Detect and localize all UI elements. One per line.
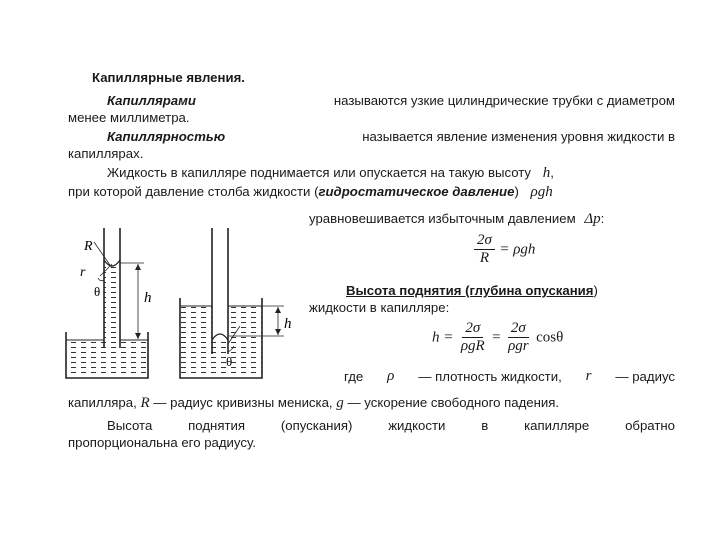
- right-liquid: [228, 306, 262, 376]
- where-line1: [344, 368, 675, 385]
- symbol-rho-g-h: ρgh: [530, 184, 553, 200]
- label-R: R: [84, 239, 93, 254]
- paragraph-rise-line3: [309, 210, 604, 228]
- arrow-head: [275, 307, 281, 313]
- symbol-g: g: [336, 395, 344, 411]
- fraction: [458, 320, 488, 355]
- symbol-rho: ρ: [387, 368, 395, 384]
- fraction-denominator: ρgR: [460, 338, 485, 354]
- radius-R-line: [94, 242, 112, 268]
- formula-jurin: [432, 320, 563, 355]
- left-liquid: [66, 340, 148, 376]
- paragraph-text: при которой давление столба жидкости (: [68, 184, 319, 199]
- arrow-head: [135, 333, 141, 339]
- conclusion-line2: пропорциональна его радиусу.: [68, 435, 256, 450]
- arrow-head: [135, 264, 141, 270]
- label-r: r: [80, 265, 86, 280]
- paragraph-capillarity-line2: капиллярах.: [68, 146, 144, 161]
- paragraph-text: капилляра,: [68, 395, 137, 410]
- height-heading: [346, 282, 675, 299]
- formula-cos-theta: cosθ: [536, 329, 564, 346]
- paragraph-capillarity-line1: [107, 128, 675, 145]
- right-liquid: [180, 306, 212, 376]
- word: в: [481, 418, 489, 433]
- paragraph-rise-line2: [68, 183, 675, 201]
- paragraph-capillaries-line1: [107, 92, 675, 109]
- paragraph-text: Жидкость в капилляре поднимается или опускается на такую высоту: [107, 165, 532, 180]
- term-hydrostatic-pressure: гидростатическое давление: [318, 184, 515, 199]
- word: (опускания): [280, 418, 353, 433]
- paragraph-capillaries-line2: менее миллиметра.: [68, 110, 190, 125]
- label-theta: θ: [94, 284, 101, 299]
- punctuation: :: [600, 211, 605, 226]
- punctuation: ,: [550, 165, 554, 180]
- conclusion-line1: [107, 417, 675, 434]
- label-h: h: [284, 316, 292, 332]
- paragraph-text: называется явление изменения уровня жидкости в: [362, 129, 675, 144]
- left-beaker: [66, 228, 152, 378]
- angle-arc: [98, 278, 104, 281]
- label-theta: θ: [226, 354, 233, 369]
- paragraph-text: — плотность жидкости,: [418, 369, 562, 384]
- symbol-delta-p: Δp: [584, 211, 601, 227]
- left-capillary-column: [104, 265, 120, 343]
- symbol-R: R: [140, 395, 150, 411]
- word: поднятия: [188, 418, 246, 433]
- formula-lhs: h =: [432, 329, 454, 346]
- word: Высота: [107, 418, 153, 433]
- fraction-numerator: 2σ: [462, 320, 483, 338]
- label-h: h: [144, 290, 152, 306]
- paragraph-text: называются узкие цилиндрические трубки с диаметром: [333, 93, 675, 108]
- punctuation: ): [593, 283, 598, 298]
- paragraph-text: ): [514, 184, 519, 199]
- paragraph-text: — ускорение свободного падения.: [347, 395, 560, 410]
- formula-equals: =: [492, 329, 501, 346]
- symbol-h: h: [542, 165, 551, 181]
- fraction-denominator: ρgr: [508, 338, 529, 354]
- paragraph-rise-line1: [107, 164, 675, 182]
- fraction: [505, 320, 532, 355]
- paragraph-text: где: [344, 369, 364, 384]
- term-capillaries: Капиллярами: [107, 93, 196, 108]
- symbol-r: r: [585, 368, 592, 384]
- right-beaker: [180, 228, 292, 378]
- term-capillarity: Капиллярностью: [107, 129, 226, 144]
- word: жидкости: [388, 418, 446, 433]
- height-title: Высота поднятия (глубина опускания: [346, 283, 594, 298]
- arrow-head: [275, 329, 281, 335]
- formula-rhs: = ρgh: [499, 241, 536, 258]
- fraction-numerator: 2σ: [508, 320, 529, 338]
- page-title: Капиллярные явления.: [92, 70, 245, 85]
- paragraph-text: — радиус кривизны мениска,: [153, 395, 333, 410]
- formula-laplace: [474, 232, 535, 267]
- word: обратно: [625, 418, 675, 433]
- height-subheading: жидкости в капилляре:: [309, 300, 450, 315]
- fraction-numerator: 2σ: [474, 232, 495, 250]
- word: капилляре: [524, 418, 590, 433]
- capillary-figure: [60, 220, 300, 390]
- paragraph-text: — радиус: [615, 369, 675, 384]
- fraction: [474, 232, 495, 267]
- paragraph-text: уравновешивается избыточным давлением: [309, 211, 576, 226]
- where-line2: [68, 394, 559, 412]
- fraction-denominator: R: [479, 250, 490, 266]
